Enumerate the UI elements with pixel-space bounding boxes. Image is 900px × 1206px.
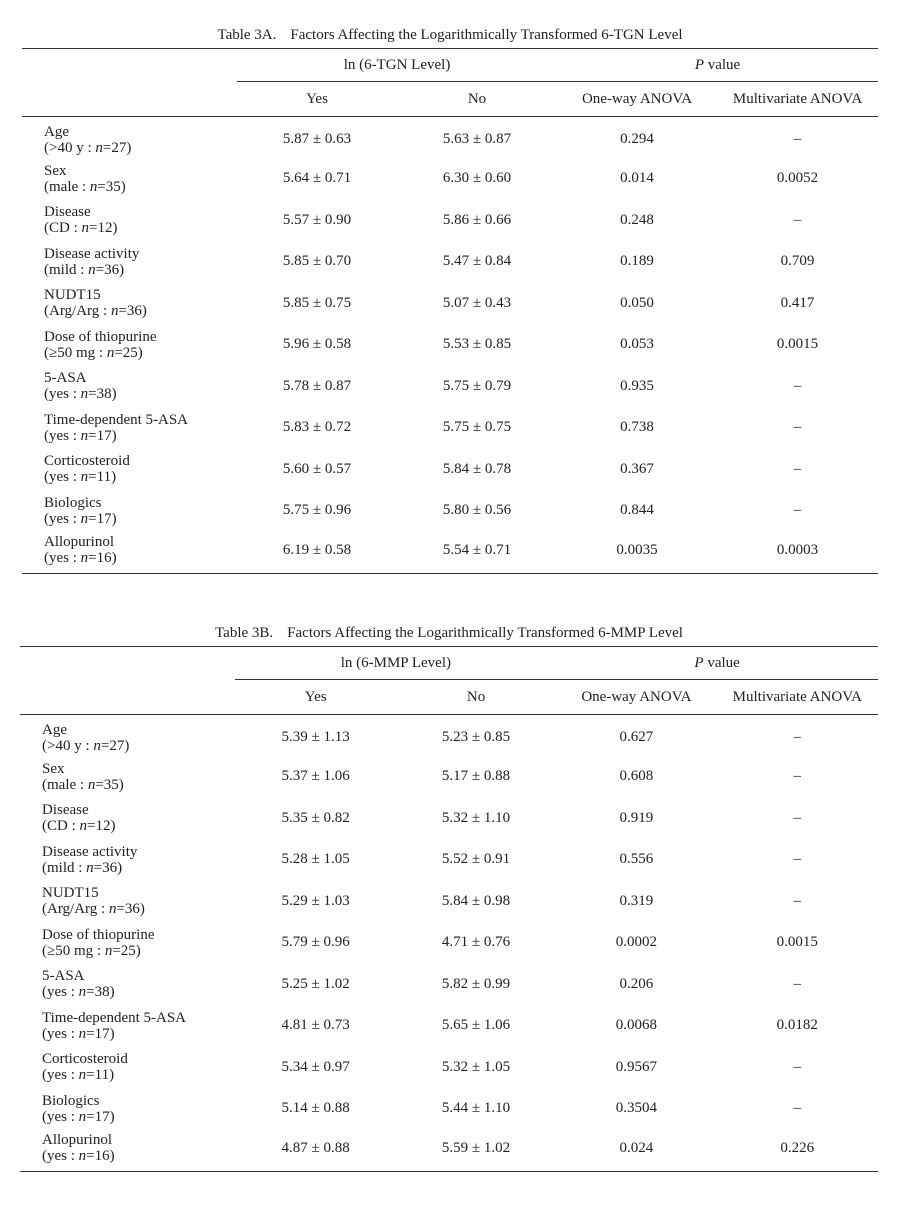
oneway-pvalue: 0.738 xyxy=(620,419,654,436)
no-value: 5.65 ± 1.06 xyxy=(441,1017,511,1034)
detail-prefix: (male : xyxy=(44,178,90,195)
oneway-pvalue: 0.024 xyxy=(556,1130,716,1172)
p-value-label: value xyxy=(703,56,741,73)
factor-name: Time-dependent 5-ASA xyxy=(44,411,189,428)
n-symbol: n xyxy=(106,344,115,361)
yes-value: 5.79 ± 0.96 xyxy=(281,934,350,951)
n-symbol: n xyxy=(80,386,89,403)
oneway-pvalue: 0.294 xyxy=(620,131,654,147)
oneway-pvalue: 0.053 xyxy=(620,336,654,353)
no-value: 5.75 ± 0.79 xyxy=(442,377,512,394)
n-symbol: n xyxy=(110,303,119,320)
detail-count: =36) xyxy=(118,303,147,320)
multivariate-pvalue: – xyxy=(793,851,802,868)
detail-count: =25) xyxy=(114,344,143,361)
no-value: 5.07 ± 0.43 xyxy=(442,294,512,311)
oneway-pvalue: 0.206 xyxy=(619,975,654,992)
table-body xyxy=(20,715,878,1172)
detail-count: =27) xyxy=(102,139,132,156)
detail-prefix: (Arg/Arg : xyxy=(42,901,109,918)
detail-count: =17) xyxy=(86,1025,115,1042)
table-3a xyxy=(22,24,878,574)
multivariate-pvalue: 0.0015 xyxy=(776,934,818,951)
header-oneway-anova: One-way ANOVA xyxy=(557,82,717,117)
yes-value: 4.87 ± 0.88 xyxy=(235,1130,395,1172)
table-row xyxy=(22,366,878,408)
factor-detail xyxy=(44,345,237,361)
oneway-pvalue: 0.0068 xyxy=(615,1017,658,1034)
multivariate-pvalue: – xyxy=(793,892,802,909)
detail-count: =38) xyxy=(88,386,117,403)
detail-count: =17) xyxy=(88,427,117,444)
oneway-pvalue: 0.248 xyxy=(620,211,654,228)
factor-detail xyxy=(44,550,237,566)
detail-count: =11) xyxy=(86,1067,115,1084)
table-row xyxy=(22,158,878,200)
factor-detail xyxy=(44,303,237,319)
multivariate-pvalue: – xyxy=(793,729,802,745)
table-row xyxy=(22,490,878,532)
oneway-pvalue: 0.0002 xyxy=(615,934,658,951)
table-body xyxy=(22,117,878,574)
header-group-pvalue xyxy=(557,49,878,82)
n-symbol: n xyxy=(81,220,89,237)
no-value: 5.52 ± 0.91 xyxy=(441,851,511,868)
factor-cell xyxy=(20,881,235,923)
detail-prefix: (CD : xyxy=(42,818,80,835)
multivariate-pvalue: – xyxy=(793,211,802,228)
factor-name: 5-ASA xyxy=(44,370,87,387)
factor-detail xyxy=(44,262,237,278)
detail-prefix: (≥50 mg : xyxy=(42,942,105,959)
factor-name: Biologics xyxy=(42,1092,100,1109)
no-value: 5.84 ± 0.98 xyxy=(441,892,511,909)
table-row xyxy=(22,241,878,283)
table-caption xyxy=(20,622,878,646)
n-symbol: n xyxy=(93,737,101,754)
factor-name: Disease xyxy=(44,204,91,221)
oneway-pvalue: 0.844 xyxy=(620,502,654,519)
no-value: 5.59 ± 1.02 xyxy=(396,1130,556,1172)
detail-prefix: (yes : xyxy=(42,1148,79,1164)
no-value: 5.84 ± 0.78 xyxy=(442,460,512,477)
table-row xyxy=(20,798,878,840)
factor-name: NUDT15 xyxy=(42,885,99,902)
table-row xyxy=(20,1047,878,1089)
multivariate-pvalue: 0.0052 xyxy=(776,170,819,187)
no-value: 5.63 ± 0.87 xyxy=(442,131,512,147)
factor-detail xyxy=(42,1026,235,1042)
yes-value: 5.85 ± 0.75 xyxy=(282,294,352,311)
factor-cell xyxy=(22,158,237,200)
oneway-pvalue: 0.919 xyxy=(619,809,654,826)
no-value: 5.75 ± 0.75 xyxy=(442,419,512,436)
oneway-pvalue: 0.014 xyxy=(620,170,654,187)
multivariate-pvalue: – xyxy=(793,377,802,394)
factor-cell xyxy=(20,964,235,1006)
detail-prefix: (>40 y : xyxy=(44,139,96,156)
table-row xyxy=(20,881,878,923)
factor-name: 5-ASA xyxy=(42,968,85,985)
detail-count: =16) xyxy=(86,1148,115,1164)
table-row xyxy=(22,283,878,325)
factor-detail xyxy=(42,1109,235,1125)
table-3b xyxy=(20,622,878,1172)
factor-name: Dose of thiopurine xyxy=(44,328,157,345)
no-value: 5.47 ± 0.84 xyxy=(442,253,512,270)
header-no: No xyxy=(396,680,556,715)
table-row xyxy=(20,964,878,1006)
factor-detail xyxy=(42,943,235,959)
table-row xyxy=(20,1005,878,1047)
detail-count: =25) xyxy=(112,942,141,959)
oneway-pvalue: 0.319 xyxy=(619,892,654,909)
factor-name: NUDT15 xyxy=(44,287,101,304)
factor-cell xyxy=(22,324,237,366)
multivariate-pvalue: – xyxy=(793,502,802,519)
n-symbol: n xyxy=(78,1148,87,1164)
yes-value: 5.60 ± 0.57 xyxy=(282,460,352,477)
factor-cell xyxy=(22,407,237,449)
header-group-level: ln (6-MMP Level) xyxy=(235,647,556,680)
no-value: 5.53 ± 0.85 xyxy=(442,336,512,353)
table-row xyxy=(20,839,878,881)
factor-detail xyxy=(42,1067,235,1083)
oneway-pvalue: 0.367 xyxy=(620,460,654,477)
factor-name: Biologics xyxy=(44,494,102,511)
factor-cell xyxy=(20,839,235,881)
table-row xyxy=(20,1130,878,1172)
factor-cell xyxy=(22,283,237,325)
oneway-pvalue: 0.9567 xyxy=(615,1058,658,1075)
no-value: 4.71 ± 0.76 xyxy=(441,934,511,951)
detail-prefix: (yes : xyxy=(42,1067,79,1084)
multivariate-pvalue: – xyxy=(793,460,802,477)
factor-name: Corticosteroid xyxy=(42,1051,128,1068)
factor-cell xyxy=(20,1005,235,1047)
yes-value: 5.96 ± 0.58 xyxy=(282,336,352,353)
oneway-pvalue: 0.050 xyxy=(620,294,654,311)
factor-detail xyxy=(42,1148,235,1164)
yes-value: 5.87 ± 0.63 xyxy=(282,131,352,147)
detail-count: =38) xyxy=(86,984,115,1001)
factor-detail xyxy=(42,777,235,793)
oneway-pvalue: 0.0035 xyxy=(557,532,717,574)
no-value: 5.54 ± 0.71 xyxy=(397,532,557,574)
n-symbol: n xyxy=(88,261,96,278)
yes-value: 5.37 ± 1.06 xyxy=(281,768,350,785)
header-group-level: ln (6-TGN Level) xyxy=(237,49,557,82)
table-row xyxy=(22,449,878,491)
table-row xyxy=(22,117,878,159)
caption-title: Factors Affecting the Logarithmically Transformed 6-MMP Level xyxy=(287,625,683,641)
detail-prefix: (yes : xyxy=(42,984,79,1001)
factor-name: Sex xyxy=(44,162,67,179)
factor-name: Time-dependent 5-ASA xyxy=(42,1009,187,1026)
yes-value: 5.29 ± 1.03 xyxy=(281,892,350,909)
detail-count: =16) xyxy=(88,550,117,566)
detail-count: =17) xyxy=(88,510,117,527)
detail-prefix: (yes : xyxy=(44,469,81,486)
oneway-pvalue: 0.627 xyxy=(619,729,654,745)
header-group-pvalue xyxy=(556,647,878,680)
n-symbol: n xyxy=(108,901,117,918)
header-oneway-anova: One-way ANOVA xyxy=(556,680,716,715)
yes-value: 5.25 ± 1.02 xyxy=(281,975,350,992)
factor-cell xyxy=(22,241,237,283)
detail-count: =12) xyxy=(89,220,118,237)
header-multivariate-anova: Multivariate ANOVA xyxy=(717,82,878,117)
data-table xyxy=(20,646,878,1172)
table-row xyxy=(20,1088,878,1130)
factor-name: Allopurinol xyxy=(42,1132,112,1148)
factor-cell xyxy=(22,366,237,408)
caption-title: Factors Affecting the Logarithmically Transformed 6-TGN Level xyxy=(290,27,683,43)
detail-count: =27) xyxy=(100,737,130,754)
n-symbol: n xyxy=(78,1108,87,1125)
factor-cell xyxy=(22,532,237,574)
factor-cell xyxy=(22,117,237,159)
factor-detail xyxy=(44,428,237,444)
yes-value: 5.34 ± 0.97 xyxy=(281,1058,350,1075)
caption-number: Table 3B. xyxy=(215,625,274,641)
no-value: 5.32 ± 1.05 xyxy=(441,1058,511,1075)
factor-detail xyxy=(44,220,237,236)
no-value: 5.86 ± 0.66 xyxy=(442,211,512,228)
n-symbol: n xyxy=(86,859,94,876)
data-table xyxy=(22,48,878,574)
multivariate-pvalue: – xyxy=(793,809,802,826)
p-symbol: P xyxy=(694,654,704,671)
multivariate-pvalue: 0.0015 xyxy=(776,336,819,353)
detail-count: =35) xyxy=(97,178,126,195)
factor-cell xyxy=(22,490,237,532)
yes-value: 5.28 ± 1.05 xyxy=(281,851,350,868)
no-value: 5.17 ± 0.88 xyxy=(441,768,511,785)
factor-name: Age xyxy=(44,123,69,140)
n-symbol: n xyxy=(80,550,89,566)
n-symbol: n xyxy=(78,1067,87,1084)
detail-prefix: (CD : xyxy=(44,220,82,237)
detail-prefix: (>40 y : xyxy=(42,737,94,754)
factor-name: Allopurinol xyxy=(44,534,114,550)
detail-prefix: (mild : xyxy=(42,859,87,876)
detail-count: =12) xyxy=(87,818,116,835)
detail-prefix: (yes : xyxy=(44,550,81,566)
yes-value: 5.83 ± 0.72 xyxy=(282,419,352,436)
table-caption xyxy=(22,24,878,48)
header-empty xyxy=(22,82,237,117)
factor-detail xyxy=(42,860,235,876)
yes-value: 5.64 ± 0.71 xyxy=(282,170,352,187)
no-value: 5.32 ± 1.10 xyxy=(441,809,511,826)
factor-name: Disease activity xyxy=(44,245,140,262)
yes-value: 6.19 ± 0.58 xyxy=(237,532,397,574)
header-empty xyxy=(22,49,237,82)
factor-detail xyxy=(44,140,237,156)
table-row xyxy=(20,756,878,798)
multivariate-pvalue: – xyxy=(793,1058,802,1075)
n-symbol: n xyxy=(80,510,89,527)
n-symbol: n xyxy=(89,178,98,195)
n-symbol: n xyxy=(80,469,89,486)
n-symbol: n xyxy=(87,776,96,793)
header-empty xyxy=(20,680,235,715)
header-yes: Yes xyxy=(235,680,395,715)
oneway-pvalue: 0.189 xyxy=(620,253,654,270)
yes-value: 5.75 ± 0.96 xyxy=(282,502,352,519)
multivariate-pvalue: 0.417 xyxy=(780,294,815,311)
n-symbol: n xyxy=(78,1025,87,1042)
factor-detail xyxy=(42,818,235,834)
header-multivariate-anova: Multivariate ANOVA xyxy=(717,680,878,715)
detail-prefix: (yes : xyxy=(42,1108,79,1125)
oneway-pvalue: 0.608 xyxy=(619,768,654,785)
factor-name: Sex xyxy=(42,760,65,777)
yes-value: 4.81 ± 0.73 xyxy=(281,1017,350,1034)
factor-name: Corticosteroid xyxy=(44,453,130,470)
detail-prefix: (Arg/Arg : xyxy=(44,303,111,320)
factor-name: Disease xyxy=(42,802,89,819)
p-value-label: value xyxy=(703,654,740,671)
no-value: 6.30 ± 0.60 xyxy=(442,170,512,187)
factor-cell xyxy=(20,715,235,757)
detail-count: =11) xyxy=(88,469,117,486)
factor-detail xyxy=(44,179,237,195)
header-yes: Yes xyxy=(237,82,397,117)
factor-cell xyxy=(20,1130,235,1172)
n-symbol: n xyxy=(78,984,87,1001)
yes-value: 5.35 ± 0.82 xyxy=(281,809,350,826)
no-value: 5.80 ± 0.56 xyxy=(442,502,512,519)
multivariate-pvalue: 0.0182 xyxy=(776,1017,818,1034)
n-symbol: n xyxy=(80,427,89,444)
factor-cell xyxy=(20,922,235,964)
oneway-pvalue: 0.556 xyxy=(619,851,654,868)
detail-prefix: (male : xyxy=(42,776,88,793)
yes-value: 5.78 ± 0.87 xyxy=(282,377,352,394)
multivariate-pvalue: 0.709 xyxy=(780,253,815,270)
factor-name: Dose of thiopurine xyxy=(42,926,155,943)
yes-value: 5.85 ± 0.70 xyxy=(282,253,352,270)
n-symbol: n xyxy=(79,818,87,835)
detail-count: =17) xyxy=(86,1108,115,1125)
table-row xyxy=(22,532,878,574)
detail-count: =36) xyxy=(95,261,125,278)
detail-prefix: (yes : xyxy=(44,427,81,444)
detail-prefix: (yes : xyxy=(42,1025,79,1042)
caption-number: Table 3A. xyxy=(217,27,277,43)
multivariate-pvalue: 0.226 xyxy=(717,1130,878,1172)
factor-cell xyxy=(20,756,235,798)
multivariate-pvalue: 0.0003 xyxy=(717,532,878,574)
detail-prefix: (mild : xyxy=(44,261,89,278)
n-symbol: n xyxy=(95,139,103,156)
table-row xyxy=(22,407,878,449)
yes-value: 5.14 ± 0.88 xyxy=(281,1100,350,1117)
table-row xyxy=(22,324,878,366)
table-row xyxy=(20,715,878,757)
no-value: 5.82 ± 0.99 xyxy=(441,975,511,992)
factor-detail xyxy=(44,511,237,527)
p-symbol: P xyxy=(694,56,704,73)
n-symbol: n xyxy=(104,942,113,959)
factor-cell xyxy=(20,798,235,840)
header-empty xyxy=(20,647,235,680)
factor-detail xyxy=(42,901,235,917)
yes-value: 5.57 ± 0.90 xyxy=(282,211,352,228)
factor-name: Disease activity xyxy=(42,843,138,860)
no-value: 5.23 ± 0.85 xyxy=(441,729,511,745)
multivariate-pvalue: – xyxy=(793,975,802,992)
oneway-pvalue: 0.935 xyxy=(620,377,654,394)
factor-detail xyxy=(42,984,235,1000)
factor-name: Age xyxy=(42,721,67,738)
multivariate-pvalue: – xyxy=(793,768,802,785)
detail-prefix: (≥50 mg : xyxy=(44,344,107,361)
table-row xyxy=(22,200,878,242)
factor-detail xyxy=(44,386,237,402)
detail-count: =36) xyxy=(93,859,123,876)
factor-detail xyxy=(44,469,237,485)
multivariate-pvalue: – xyxy=(793,419,802,436)
no-value: 5.44 ± 1.10 xyxy=(441,1100,511,1117)
oneway-pvalue: 0.3504 xyxy=(615,1100,658,1117)
multivariate-pvalue: – xyxy=(793,1100,802,1117)
table-row xyxy=(20,922,878,964)
header-no: No xyxy=(397,82,557,117)
factor-cell xyxy=(22,449,237,491)
factor-cell xyxy=(20,1088,235,1130)
multivariate-pvalue: – xyxy=(793,131,802,147)
detail-count: =36) xyxy=(116,901,145,918)
factor-cell xyxy=(22,200,237,242)
factor-cell xyxy=(20,1047,235,1089)
factor-detail xyxy=(42,738,235,754)
detail-prefix: (yes : xyxy=(44,386,81,403)
yes-value: 5.39 ± 1.13 xyxy=(281,729,350,745)
detail-prefix: (yes : xyxy=(44,510,81,527)
detail-count: =35) xyxy=(95,776,124,793)
